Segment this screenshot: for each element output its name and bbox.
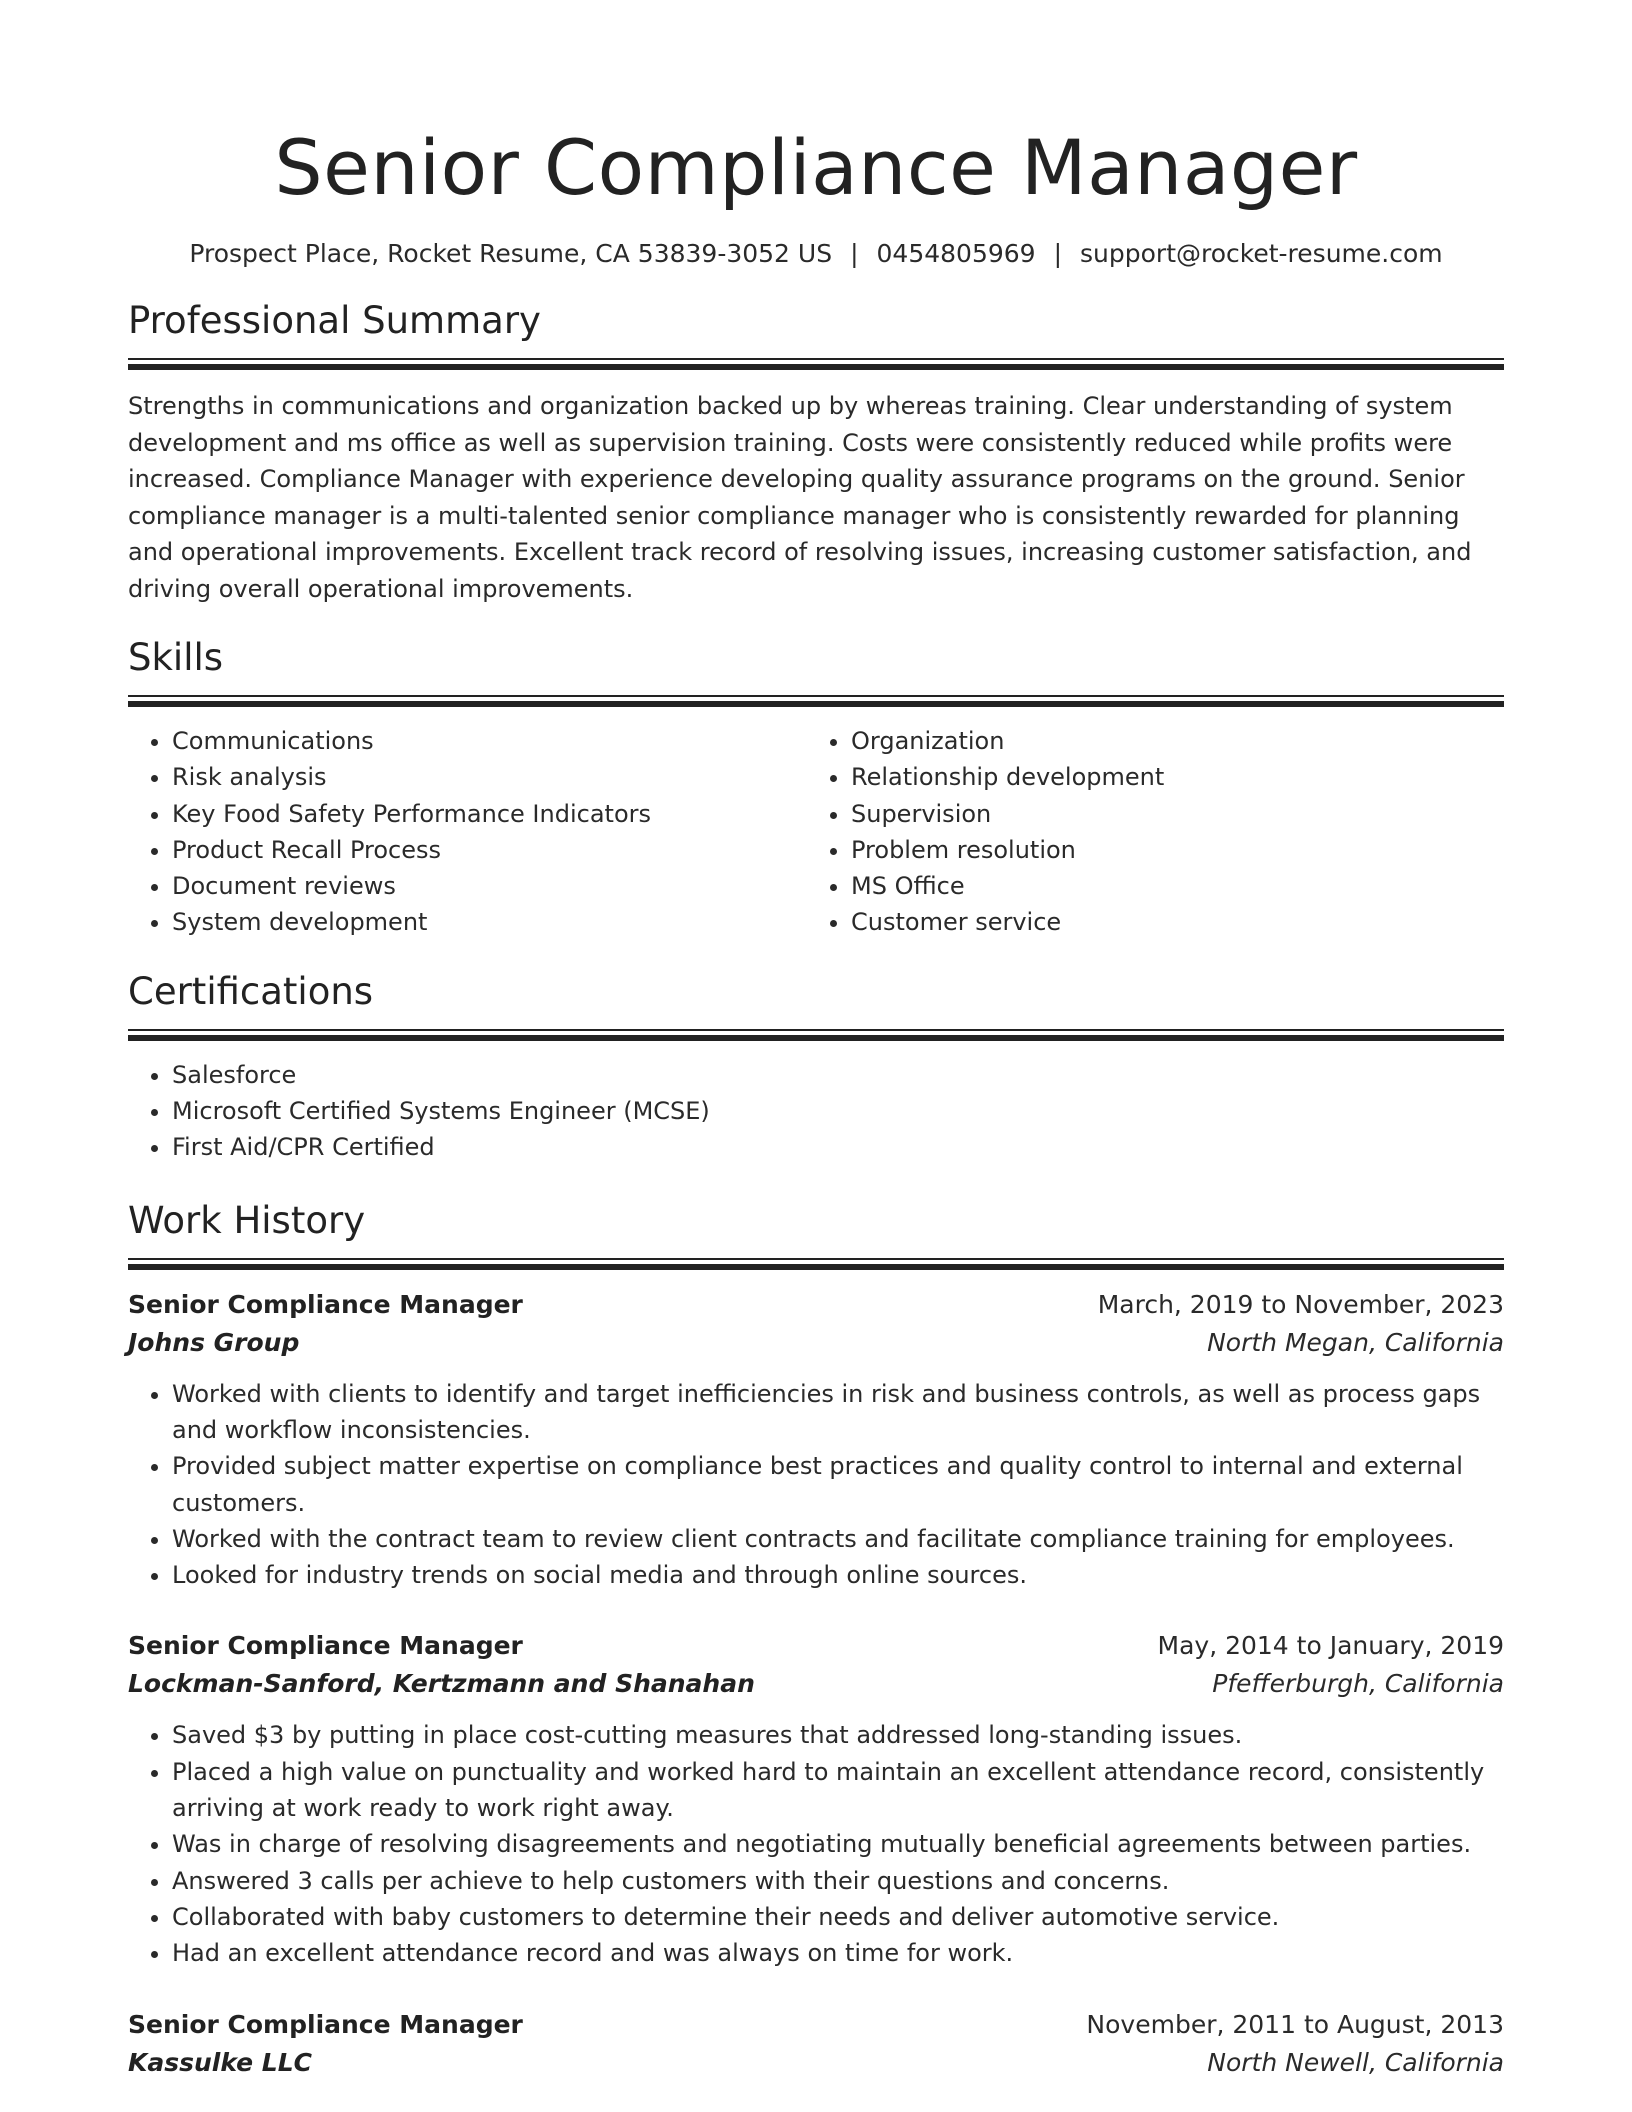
job-header bbox=[128, 1286, 1504, 1324]
skills-section bbox=[128, 633, 1504, 941]
skill-item: • Document reviews bbox=[172, 868, 807, 904]
job-entry bbox=[128, 2006, 1504, 2082]
job-bullets bbox=[128, 1376, 1504, 1594]
job-title: Senior Compliance Manager bbox=[128, 1631, 523, 1661]
job-location: Pfefferburgh, California bbox=[1212, 1669, 1504, 1699]
job-bullet: • Placed a high value on punctuality and worked hard to maintain an excellent attendance record, consistently arriving at work ready to work right away. bbox=[172, 1754, 1504, 1827]
job-bullet: • Was in charge of resolving disagreements and negotiating mutually beneficial agreements between parties. bbox=[172, 1826, 1504, 1862]
skill-item: • MS Office bbox=[851, 868, 1486, 904]
job-company: Kassulke LLC bbox=[128, 2047, 312, 2077]
contact-separator: | bbox=[1053, 239, 1063, 268]
resume-page bbox=[128, 0, 1504, 2082]
section-divider bbox=[128, 1258, 1504, 1270]
contact-line bbox=[128, 236, 1504, 272]
skill-item: • Customer service bbox=[851, 904, 1486, 940]
section-divider bbox=[128, 358, 1504, 370]
job-location: North Newell, California bbox=[1207, 2047, 1504, 2077]
job-bullet: • Answered 3 calls per achieve to help customers with their questions and concerns. bbox=[172, 1863, 1504, 1899]
job-company: Johns Group bbox=[128, 1327, 300, 1357]
job-entry bbox=[128, 1627, 1504, 1971]
skill-item: • Product Recall Process bbox=[172, 832, 807, 868]
certification-item: • Salesforce bbox=[172, 1057, 1504, 1093]
job-dates: March, 2019 to November, 2023 bbox=[1097, 1289, 1504, 1319]
job-title: Senior Compliance Manager bbox=[128, 2009, 523, 2039]
job-bullet: • Had an excellent attendance record and was always on time for work. bbox=[172, 1935, 1504, 1971]
skill-item: • Organization bbox=[851, 723, 1486, 759]
skill-item: • System development bbox=[172, 904, 807, 940]
job-bullet: • Collaborated with baby customers to determine their needs and deliver automotive service. bbox=[172, 1899, 1504, 1935]
summary-text: Strengths in communications and organization backed up by whereas training. Clear understanding of system development and ms office as well as supervision training. Costs were consistently reduced while profits were increased. Compliance Manager with experience developing quality assurance programs on the ground. Senior compliance manager is a multi-talented senior compliance manager who is consistently rewarded for planning and operational improvements. Excellent track record of resolving issues, increasing customer satisfaction, and driving overall operational improvements. bbox=[128, 392, 1472, 603]
job-bullets bbox=[128, 1717, 1504, 1971]
section-divider bbox=[128, 1029, 1504, 1041]
section-title-skills: Skills bbox=[128, 636, 224, 679]
section-title-work-history: Work History bbox=[128, 1198, 366, 1242]
skills-columns bbox=[128, 723, 1504, 941]
job-subheader bbox=[128, 1665, 1504, 1703]
skill-item: • Problem resolution bbox=[851, 832, 1486, 868]
skills-list-right bbox=[807, 723, 1486, 941]
skill-item: • Communications bbox=[172, 723, 807, 759]
certifications-section bbox=[128, 967, 1504, 1166]
skill-item: • Key Food Safety Performance Indicators bbox=[172, 796, 807, 832]
contact-address: Prospect Place, Rocket Resume, CA 53839-3052 US bbox=[189, 239, 833, 268]
skill-item: • Relationship development bbox=[851, 759, 1486, 795]
resume-title: Senior Compliance Manager bbox=[274, 123, 1358, 212]
skill-item: • Risk analysis bbox=[172, 759, 807, 795]
job-dates: May, 2014 to January, 2019 bbox=[1157, 1631, 1504, 1661]
certifications-list bbox=[128, 1057, 1504, 1166]
contact-separator: | bbox=[850, 239, 859, 268]
job-subheader bbox=[128, 2044, 1504, 2082]
job-bullet: • Worked with the contract team to review client contracts and facilitate compliance training for employees. bbox=[172, 1521, 1504, 1557]
summary-section bbox=[128, 296, 1504, 607]
skill-item: • Supervision bbox=[851, 796, 1486, 832]
section-title-summary: Professional Summary bbox=[128, 299, 541, 342]
section-divider bbox=[128, 695, 1504, 707]
job-header bbox=[128, 1627, 1504, 1665]
job-header bbox=[128, 2006, 1504, 2044]
job-bullet: • Worked with clients to identify and target inefficiencies in risk and business controls, as well as process gaps and workflow inconsistencies. bbox=[172, 1376, 1504, 1449]
job-subheader bbox=[128, 1324, 1504, 1362]
contact-phone: 0454805969 bbox=[876, 239, 1036, 268]
job-bullet: • Saved $3 by putting in place cost-cutting measures that addressed long-standing issues. bbox=[172, 1717, 1504, 1753]
job-bullet: • Provided subject matter expertise on compliance best practices and quality control to internal and external customers. bbox=[172, 1448, 1504, 1521]
job-entry bbox=[128, 1286, 1504, 1594]
certification-item: • Microsoft Certified Systems Engineer (MCSE) bbox=[172, 1093, 1504, 1129]
skills-list-left bbox=[128, 723, 807, 941]
work-history-section bbox=[128, 1196, 1504, 2082]
job-title: Senior Compliance Manager bbox=[128, 1289, 523, 1319]
job-dates: November, 2011 to August, 2013 bbox=[1086, 2009, 1504, 2039]
section-title-certifications: Certifications bbox=[128, 969, 374, 1013]
certification-item: • First Aid/CPR Certified bbox=[172, 1129, 1504, 1165]
job-company: Lockman-Sanford, Kertzmann and Shanahan bbox=[128, 1669, 755, 1699]
job-bullet: • Looked for industry trends on social media and through online sources. bbox=[172, 1557, 1504, 1593]
contact-email: support@rocket-resume.com bbox=[1080, 239, 1443, 268]
job-location: North Megan, California bbox=[1207, 1327, 1504, 1357]
